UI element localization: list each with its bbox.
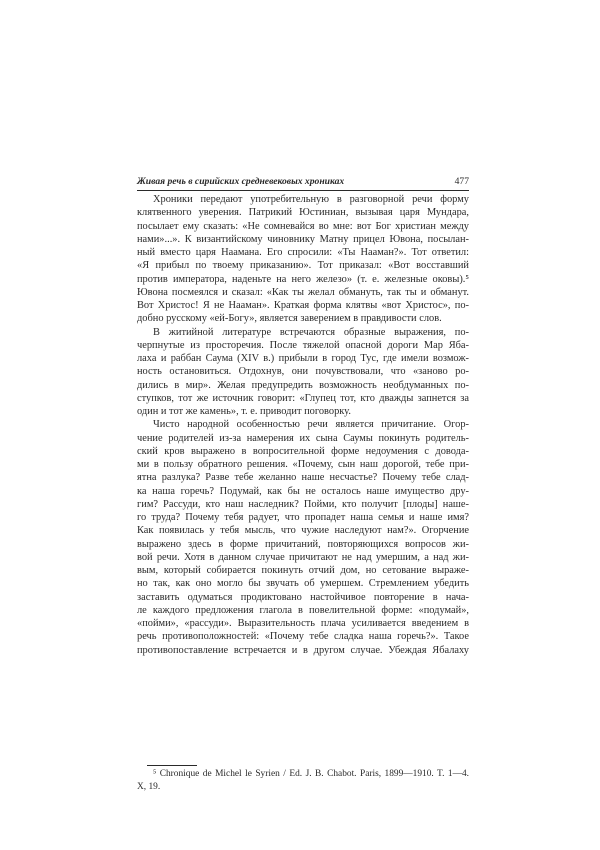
text-line: дились в мир». Желая предупредить возможность необдуманных по- xyxy=(137,379,469,391)
text-line: ле каждого предложения глагола в повелительной форме: «подумай», xyxy=(137,604,469,616)
page-number: 477 xyxy=(454,176,469,187)
text-line: посылает ему сказать: «Не сомневайся во мне: вот Бог христиан между xyxy=(137,220,469,232)
text-line: Ювона посмеялся и сказал: «Как ты желал обмануть, так ты и обманут. xyxy=(137,286,469,298)
text-line: ский кров выражено в вопросительной форме недоумения с довода- xyxy=(137,445,469,457)
text-line: В житийной литературе встречаются образные выражения, по- xyxy=(153,326,469,338)
text-line: клятвенного уверения. Патрикий Юстиниан, вызывая царя Мундара, xyxy=(137,207,469,219)
footnote xyxy=(137,768,469,794)
text-line: против императора, наденьте на него железо» (т. е. железные оковы).⁵ xyxy=(137,273,469,285)
text-line: ный вместо царя Наамана. Его спросили: «Ты Нааман?». Тот ответил: xyxy=(137,247,469,258)
text-line: черпнутые из просторечия. После тяжелой опасной дороги Мар Яба- xyxy=(137,339,469,351)
text-line: один и тот же камень», т. е. приводит поговорку. xyxy=(137,406,351,417)
text-line: чение родителей из-за намерения их сына Саумы покинуть родитель- xyxy=(137,432,469,444)
running-header xyxy=(137,176,469,188)
text-line: выражено здесь в форме причитаний, повторяющихся вопросов жи- xyxy=(137,538,469,550)
text-line: вым, который собирается покинуть отчий дом, но сетование выраже- xyxy=(137,565,469,576)
footnote-line: ⁵ Chronique de Michel le Syrien / Ed. J. B. Chabot. Paris, 1899—1910. T. 1—4. xyxy=(153,769,469,779)
header-rule xyxy=(137,190,469,191)
text-line: ми в пользу обратного решения. «Почему, сын наш дорогой, тебе при- xyxy=(137,459,469,470)
text-line: го труда? Почему тебя радует, что пропадет наша семья и наше имя? xyxy=(137,512,469,523)
footnote-rule xyxy=(147,765,197,766)
text-line: нами»...». К византийскому чиновнику Матну прицел Ювона, посылан- xyxy=(137,233,469,245)
text-line: лаха и раббан Саума (XIV в.) прибыли в город Тус, где имели возмож- xyxy=(137,353,469,364)
running-title: Живая речь в сирийских средневековых хрониках xyxy=(137,176,345,187)
text-line: гим? Рассуди, кто наш наследник? Пойми, кто получит [плоды] наше- xyxy=(137,498,469,510)
text-line: Чисто народной особенностью речи является причитание. Огор- xyxy=(153,419,469,431)
text-line: ступков, тот же источник говорит: «Глупец тот, кто дважды запнется за xyxy=(137,392,469,404)
text-line: ка наша горечь? Подумай, как бы не осталось наше имущество дру- xyxy=(137,485,469,497)
text-line: добно русскому «ей-Богу», является заверением в правдивости слов. xyxy=(137,313,442,325)
text-line: Хроники передают употребительную в разговорной речи форму xyxy=(153,194,469,205)
text-line: Вот Христос! Я не Нааман». Краткая форма клятвы «вот Христос», по- xyxy=(137,300,469,311)
text-line: Как появилась у тебя мысль, что чужие наследуют нам?». Огорчение xyxy=(137,525,469,537)
text-line: «пойми», «рассуди». Выразительность плача усиливается введением в xyxy=(137,618,469,629)
text-line: ятна разлука? Разве тебе желанно наше несчастье? Почему тебе слад- xyxy=(137,472,469,484)
text-line: «Я прибыл по твоему приказанию». Тот приказал: «Вот восставший xyxy=(137,260,469,272)
text-line: ность остановиться. Отдохнув, они почувствовали, что «заново ро- xyxy=(137,366,469,378)
text-line: речь противоположностей: «Почему тебе сладка наша горечь?». Такое xyxy=(137,631,469,643)
footnote-line: X, 19. xyxy=(137,782,161,792)
text-line: но так, как оно могло бы звучать об умершем. Стремлением убедить xyxy=(137,578,469,590)
text-line: вой речи. Хотя в данном случае причитают не над умершим, а над жи- xyxy=(137,551,469,563)
body-text xyxy=(137,193,469,657)
text-line: противопоставление встречается и в другом случае. Убеждая Ябалаху xyxy=(137,644,469,656)
text-line: заставить одуматься продиктовано настойчивое повторение в нача- xyxy=(137,591,469,603)
